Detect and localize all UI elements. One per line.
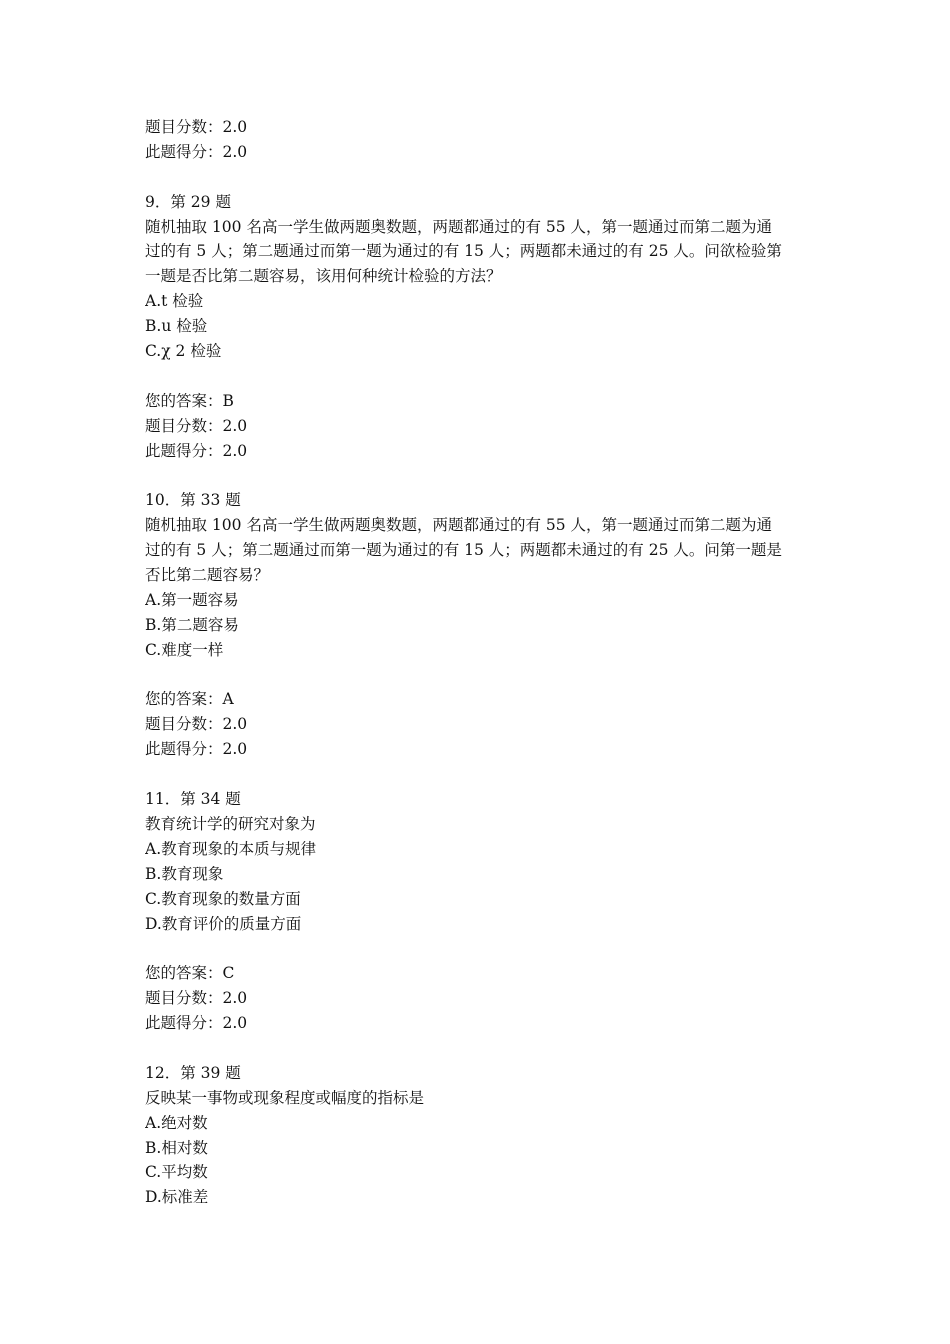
- earned-label: 此题得分：2.0: [145, 142, 248, 161]
- document-page: [145, 115, 810, 1210]
- score-label: 题目分数：2.0: [145, 989, 248, 1008]
- question-text-line: 一题是否比第二题容易，该用何种统计检验的方法？: [145, 267, 502, 286]
- prev-result: [145, 115, 810, 165]
- question-text-line: 过的有 5 人；第二题通过而第一题为通过的有 15 人；两题都未通过的有 25 人。问欲检验第: [145, 242, 782, 261]
- question-10: [145, 488, 810, 762]
- earned-label: 此题得分：2.0: [145, 1014, 248, 1033]
- option-a: A.t 检验: [145, 292, 204, 311]
- spacer: [145, 1036, 810, 1061]
- earned-label: 此题得分：2.0: [145, 740, 248, 759]
- spacer: [145, 463, 810, 488]
- option-c: C.平均数: [145, 1163, 208, 1182]
- option-d: D.教育评价的质量方面: [145, 914, 302, 933]
- question-text-line: 随机抽取 100 名高一学生做两题奥数题，两题都通过的有 55 人，第一题通过而第二题为通: [145, 217, 773, 236]
- spacer: [145, 165, 810, 190]
- option-d: D.标准差: [145, 1188, 209, 1207]
- option-c: C.χ 2 检验: [145, 342, 222, 361]
- question-text-line: 否比第二题容易？: [145, 566, 270, 585]
- spacer: [145, 762, 810, 787]
- option-a: A.绝对数: [145, 1113, 208, 1132]
- question-9: [145, 190, 810, 464]
- option-b: B.第二题容易: [145, 615, 239, 634]
- option-a: A.教育现象的本质与规律: [145, 839, 317, 858]
- score-label: 题目分数：2.0: [145, 416, 248, 435]
- spacer: [145, 663, 810, 688]
- question-text-line: 随机抽取 100 名高一学生做两题奥数题，两题都通过的有 55 人，第一题通过而第二题为通: [145, 516, 773, 535]
- question-11: [145, 787, 810, 1036]
- score-label: 题目分数：2.0: [145, 715, 248, 734]
- earned-label: 此题得分：2.0: [145, 441, 248, 460]
- question-text-line: 反映某一事物或现象程度或幅度的指标是: [145, 1088, 425, 1107]
- question-header: 12．第 39 题: [145, 1063, 241, 1082]
- your-answer: 您的答案：C: [145, 964, 235, 983]
- option-c: C.教育现象的数量方面: [145, 889, 301, 908]
- question-header: 9．第 29 题: [145, 192, 231, 211]
- your-answer: 您的答案：B: [145, 391, 234, 410]
- question-text-line: 教育统计学的研究对象为: [145, 814, 316, 833]
- question-header: 10．第 33 题: [145, 491, 241, 510]
- your-answer: 您的答案：A: [145, 690, 234, 709]
- option-c: C.难度一样: [145, 640, 224, 659]
- option-b: B.u 检验: [145, 317, 208, 336]
- spacer: [145, 364, 810, 389]
- question-text-line: 过的有 5 人；第二题通过而第一题为通过的有 15 人；两题都未通过的有 25 人。问第一题是: [145, 541, 782, 560]
- question-12: [145, 1061, 810, 1210]
- question-header: 11．第 34 题: [145, 790, 241, 809]
- score-label: 题目分数：2.0: [145, 118, 248, 136]
- spacer: [145, 936, 810, 961]
- option-b: B.教育现象: [145, 864, 224, 883]
- option-b: B.相对数: [145, 1138, 208, 1157]
- option-a: A.第一题容易: [145, 590, 239, 609]
